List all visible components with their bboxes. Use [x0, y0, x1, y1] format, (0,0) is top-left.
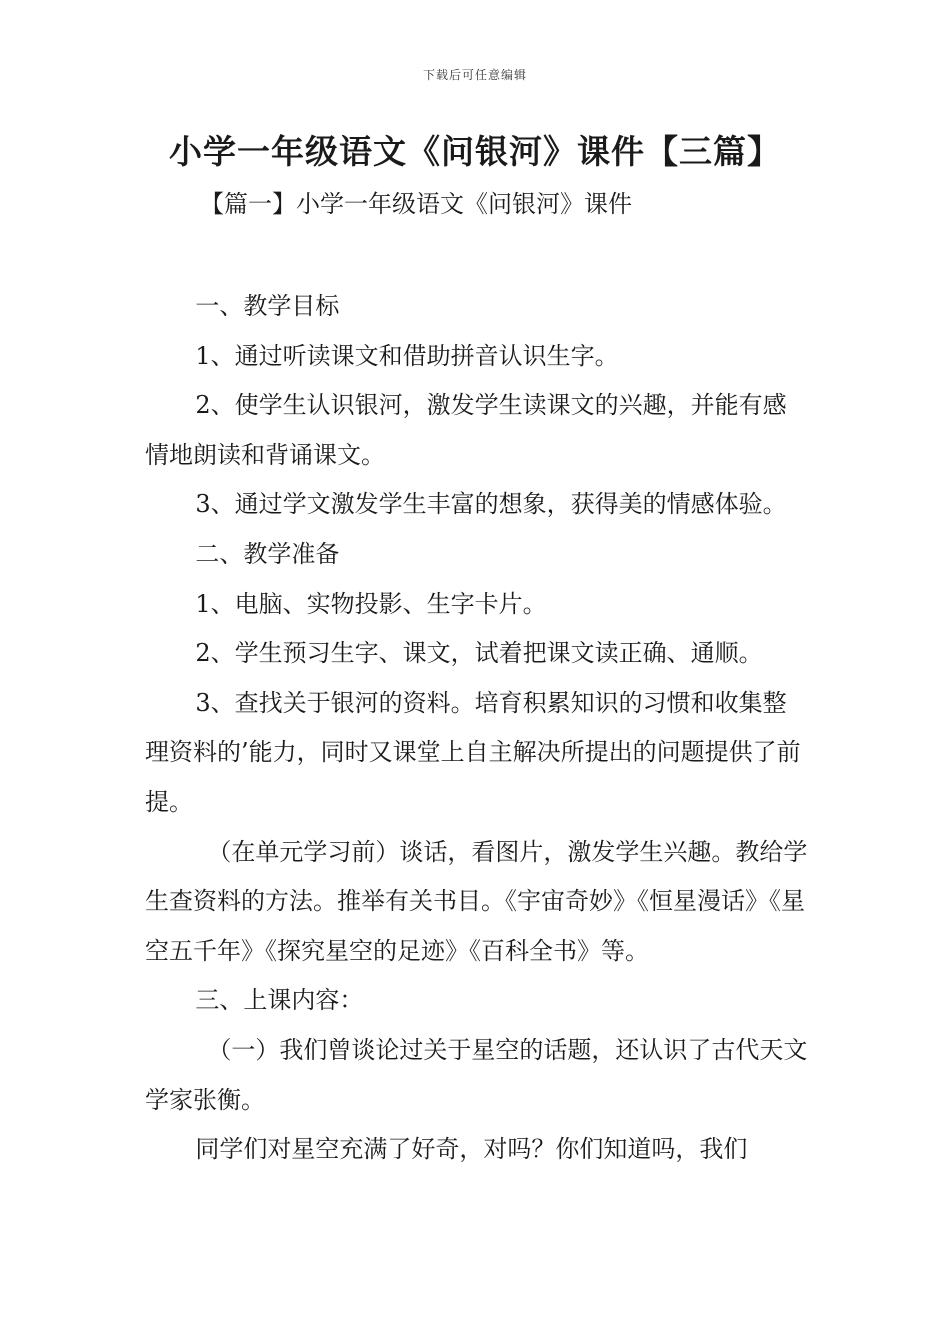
paragraph: 2、学生预习生字、课文，试着把课文读正确、通顺。 — [195, 639, 763, 668]
paragraph: 3、通过学文激发学生丰富的想象，获得美的情感体验。 — [195, 490, 787, 519]
paragraph: 3、查找关于银河的资料。培育积累知识的习惯和收集整理资料的’能力，同时又课堂上自主解决所提出的问题提供了前提。 — [145, 688, 801, 816]
paragraph: 1、电脑、实物投影、生字卡片。 — [195, 589, 547, 618]
paragraph: 一、教学目标 — [195, 292, 340, 320]
paragraph: 1、通过听读课文和借助拼音认识生字。 — [195, 341, 619, 370]
paragraph: 2、使学生认识银河，激发学生读课文的兴趣，并能有感情地朗读和背诵课文。 — [145, 391, 787, 469]
paragraph: 二、教学准备 — [195, 539, 340, 568]
document-body — [145, 282, 810, 1175]
section-heading: 【篇一】小学一年级语文《问银河》课件 — [200, 190, 632, 218]
document-title: 小学一年级语文《问银河》课件【三篇】 — [169, 132, 781, 171]
paragraph: （在单元学习前）谈话，看图片，激发学生兴趣。教给学生查资料的方法。推举有关书目。《宇宙奇妙》《恒星漫话》《星空五千年》《探究星空的足迹》《百科全书》等。 — [145, 837, 808, 965]
paragraph: （一）我们曾谈论过关于星空的话题，还认识了古代天文学家张衡。 — [145, 1035, 808, 1114]
paragraph: 三、上课内容： — [195, 986, 364, 1015]
header-note: 下载后可任意编辑 — [422, 68, 527, 82]
paragraph: 同学们对星空充满了好奇，对吗？你们知道吗，我们 — [195, 1135, 748, 1164]
